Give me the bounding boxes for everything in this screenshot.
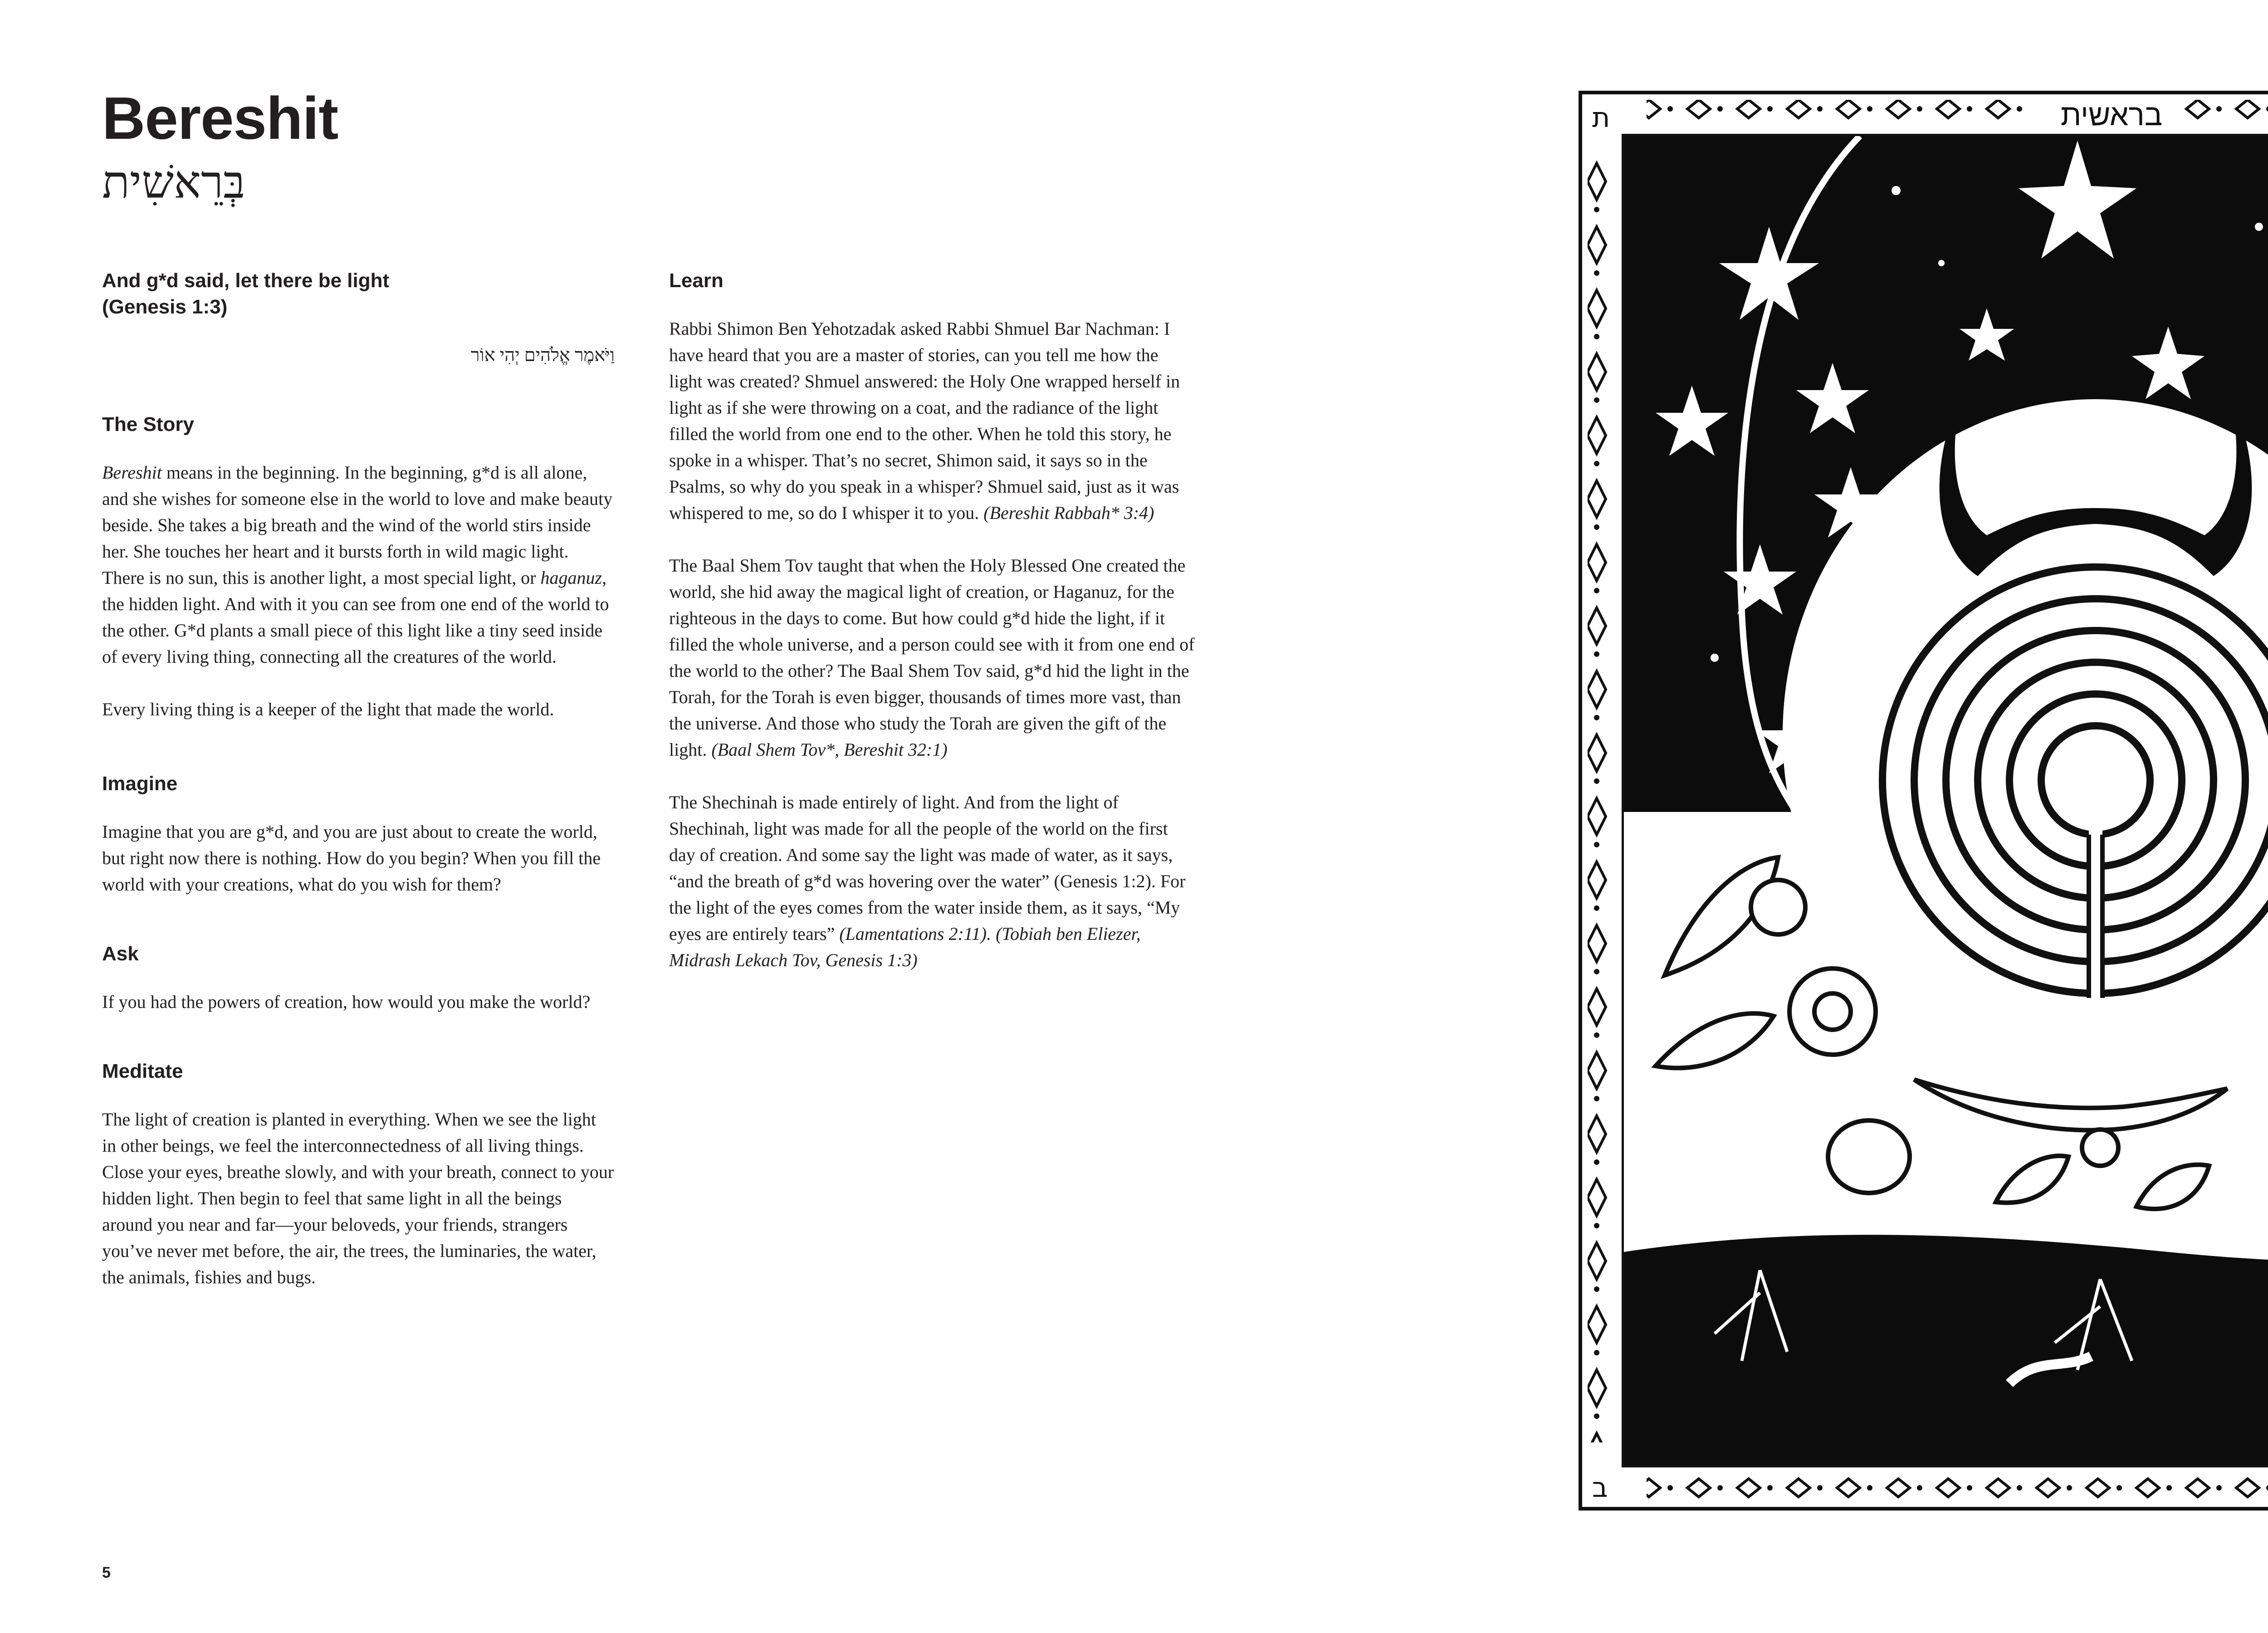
learn-p3-citation: (Lamentations 2:11). (Tobiah ben Eliezer, Midrash Lekach Tov, Genesis 1:3) xyxy=(669,924,1141,970)
verse-english-line1: And g*d said, let there be light xyxy=(102,269,390,292)
story-heading: The Story xyxy=(102,413,194,435)
learn-paragraph-2 xyxy=(669,552,1195,763)
learn-p3-text: The Shechinah is made entirely of light. And from the light of Shechinah, light was made for all the people of the world on the first day of creation. And some say the light was made of water, as it says, “and the breath of g*d was hovering over the water” (Genesis 1:2). For the light of the eyes comes from the water inside them, as it says, “My eyes are entirely tears” xyxy=(669,792,1186,944)
imagine-text: Imagine that you are g*d, and you are just about to create the world, but right now there is nothing. How do you begin? When you fill the world with your creations, what do you wish for them? xyxy=(102,821,601,895)
verse-english-line2: (Genesis 1:3) xyxy=(102,296,228,318)
story-term-bereshit: Bereshit xyxy=(102,462,162,483)
learn-p1-citation: (Bereshit Rabbah* 3:4) xyxy=(983,503,1154,523)
learn-paragraph-1 xyxy=(669,316,1195,526)
story-paragraph-1 xyxy=(102,460,615,670)
learn-paragraph-3 xyxy=(669,789,1195,973)
verse-hebrew: וַיֹּאמֶר אֱלֹהִים יְהִי אוֹר xyxy=(470,345,615,365)
story-paragraph-2: Every living thing is a keeper of the light that made the world. xyxy=(102,699,554,719)
story-p1-end: , the hidden light. And with it you can see from one end of the world to the other. G*d plants a small piece of this light like a tiny seed inside of every living thing, connecting all the creatures of the world. xyxy=(102,567,609,667)
left-column xyxy=(102,268,615,1291)
svg-text:ב: ב xyxy=(1592,1472,1608,1504)
svg-text:ת: ת xyxy=(1592,102,1610,134)
learn-p2-citation: (Baal Shem Tov*, Bereshit 32:1) xyxy=(711,739,948,760)
learn-heading: Learn xyxy=(669,269,723,292)
page-number-left: 5 xyxy=(102,1564,111,1581)
page-title: Bereshit xyxy=(102,85,338,152)
learn-p2-text: The Baal Shem Tov taught that when the Holy Blessed One created the world, she hid away the magical light of creation, or Haganuz, for the righteous in the days to come. But how could g*d hide the light, if it filled the whole universe, and a person could see with it from one end of the world to the other? The Baal Shem Tov said, g*d hid the light in the Torah, for the Torah is even bigger, thousands of times more vast, than the universe. And those who study the Torah are given the gift of the light. xyxy=(669,555,1195,760)
bereshit-illustration xyxy=(1579,91,2268,1511)
story-p1-text: means in the beginning. In the beginning, g*d is all alone, and she wishes for someone else in the world to love and make beauty beside. She takes a big breath and the wind of the world stirs inside her. She touches her heart and it bursts forth in wild magic light. There is no sun, this is another light, a most special light, or xyxy=(102,462,613,588)
learn-column xyxy=(669,268,1195,973)
meditate-heading: Meditate xyxy=(102,1060,183,1082)
meditate-text: The light of creation is planted in everything. When we see the light in other beings, we feel the interconnectedness of all living things. Close your eyes, breathe slowly, and with your breath, connect to your hidden light. Then begin to feel that same light in all the beings around you near and far—your beloveds, your friends, strangers you’ve never met before, the air, the trees, the luminaries, the water, the animals, fishies and bugs. xyxy=(102,1109,614,1287)
illustration-hebrew-label: בראשית xyxy=(2060,98,2163,132)
ask-heading: Ask xyxy=(102,943,139,965)
page-title-hebrew: בְּרֵאשִׁית xyxy=(102,157,245,208)
imagine-heading: Imagine xyxy=(102,772,178,795)
story-term-haganuz: haganuz xyxy=(540,567,602,588)
learn-p1-text: Rabbi Shimon Ben Yehotzadak asked Rabbi Shmuel Bar Nachman: I have heard that you are a master of stories, can you tell me how the light was created? Shmuel answered: the Holy One wrapped herself in light as if she were throwing on a coat, and the radiance of the light filled the world from one end to the other. When he told this story, he spoke in a whisper. That’s no secret, Shimon said, it says so in the Psalms, so why do you speak in a whisper? Shmuel said, just as it was whispered to me, so do I whisper it to you. xyxy=(669,318,1180,523)
ask-text: If you had the powers of creation, how would you make the world? xyxy=(102,992,591,1012)
